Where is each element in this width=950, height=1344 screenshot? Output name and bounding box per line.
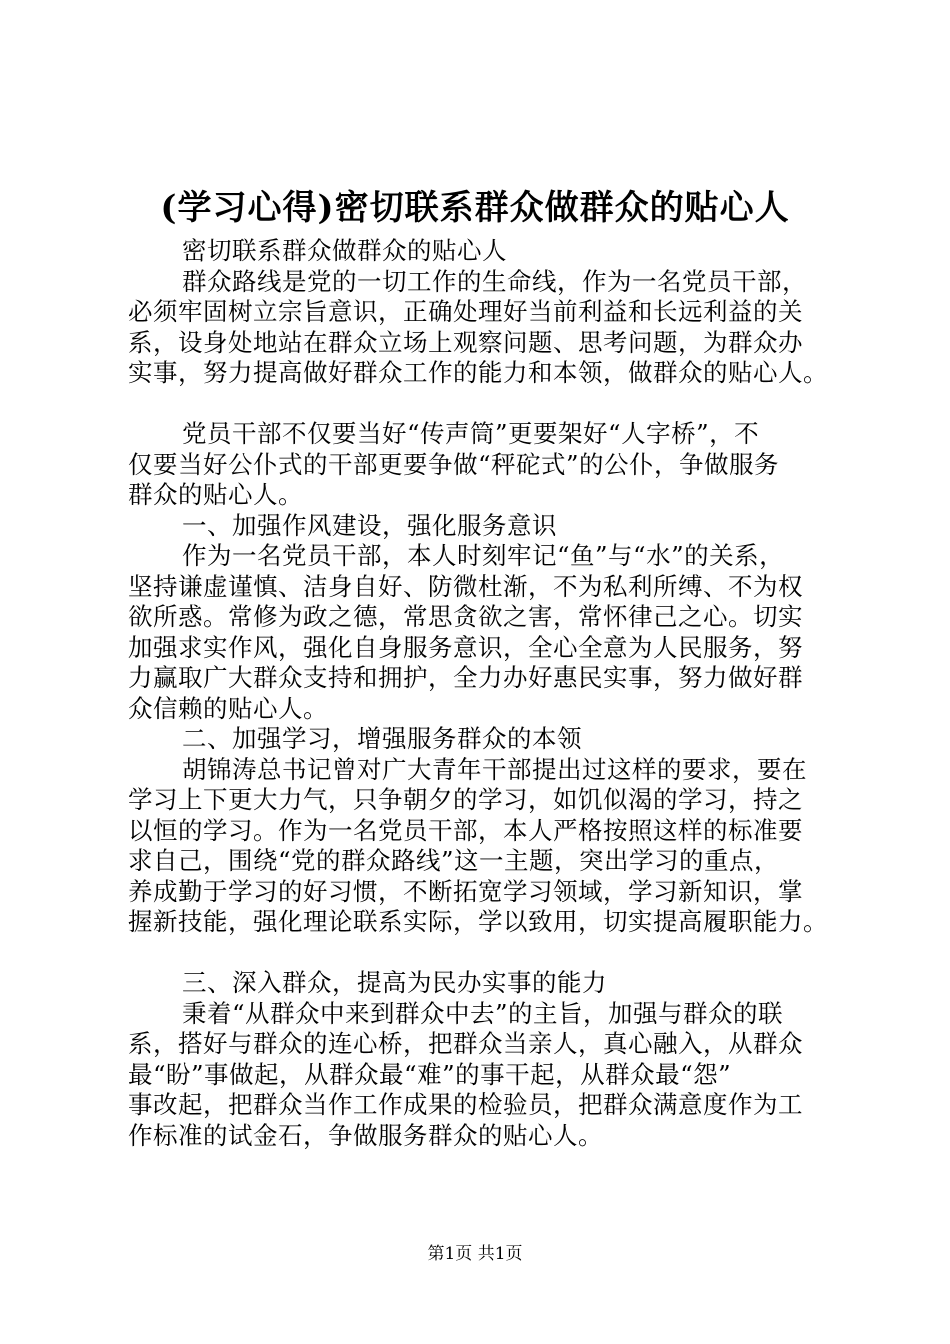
text-line: 党员干部不仅要当好“传声筒”更要架好“人字桥”，不 xyxy=(182,419,760,448)
text-line: 学习上下更大力气，只争朝夕的学习，如饥似渴的学习，持之 xyxy=(128,785,803,814)
text-line: 加强求实作风，强化自身服务意识，全心全意为人民服务，努 xyxy=(128,632,803,662)
text-line: 群众的贴心人。 xyxy=(128,480,303,509)
text-line: 握新技能，强化理论联系实际，学以致用，切实提高履职能力。 xyxy=(128,907,828,936)
text-line: 欲所惑。常修为政之德，常思贪欲之害，常怀律己之心。切实 xyxy=(128,602,803,631)
document-body xyxy=(128,236,834,1151)
text-line: 系，搭好与群众的连心桥，把群众当亲人，真心融入，从群众 xyxy=(128,1029,803,1058)
text-line: 系，设身处地站在群众立场上观察问题、思考问题，为群众办 xyxy=(128,327,803,357)
text-line: 三、深入群众，提高为民办实事的能力 xyxy=(182,968,607,997)
text-line: 养成勤于学习的好习惯，不断拓宽学习领域，学习新知识，掌 xyxy=(128,876,803,906)
text-line: 事改起，把群众当作工作成果的检验员，把群众满意度作为工 xyxy=(128,1090,803,1119)
text-line: 仅要当好公仆式的干部更要争做“秤砣式”的公仆，争做服务 xyxy=(128,449,780,479)
text-line: 群众路线是党的一切工作的生命线，作为一名党员干部， xyxy=(182,266,807,296)
page-footer: 第1页 共1页 xyxy=(427,1244,523,1264)
text-line: 二、加强学习，增强服务群众的本领 xyxy=(182,724,582,753)
blank-line xyxy=(128,938,834,969)
text-line: 众信赖的贴心人。 xyxy=(128,693,328,723)
text-line: 作为一名党员干部，本人时刻牢记“鱼”与“水”的关系， xyxy=(182,541,785,570)
text-line: 秉着“从群众中来到群众中去”的主旨，加强与群众的联 xyxy=(182,998,784,1028)
text-line: 一、加强作风建设，强化服务意识 xyxy=(182,510,557,540)
text-line: 求自己，围绕“党的群众路线”这一主题，突出学习的重点， xyxy=(128,846,780,875)
text-line: 力赢取广大群众支持和拥护，全力办好惠民实事，努力做好群 xyxy=(128,663,803,692)
text-line: 必须牢固树立宗旨意识，正确处理好当前利益和长远利益的关 xyxy=(128,297,803,326)
text-line: 胡锦涛总书记曾对广大青年干部提出过这样的要求，要在 xyxy=(182,754,807,784)
text-line: 最“盼”事做起，从群众最“难”的事干起，从群众最“怨” xyxy=(128,1059,732,1089)
document-title: (学习心得)密切联系群众做群众的贴心人 xyxy=(160,188,790,228)
text-line: 以恒的学习。作为一名党员干部，本人严格按照这样的标准要 xyxy=(128,815,803,845)
text-line: 密切联系群众做群众的贴心人 xyxy=(182,236,507,265)
text-line: 作标准的试金石，争做服务群众的贴心人。 xyxy=(128,1120,603,1150)
blank-line xyxy=(128,389,834,420)
text-line: 坚持谦虚谨慎、洁身自好、防微杜渐，不为私利所缚、不为权 xyxy=(128,571,803,601)
text-line: 实事，努力提高做好群众工作的能力和本领，做群众的贴心人。 xyxy=(128,358,828,387)
